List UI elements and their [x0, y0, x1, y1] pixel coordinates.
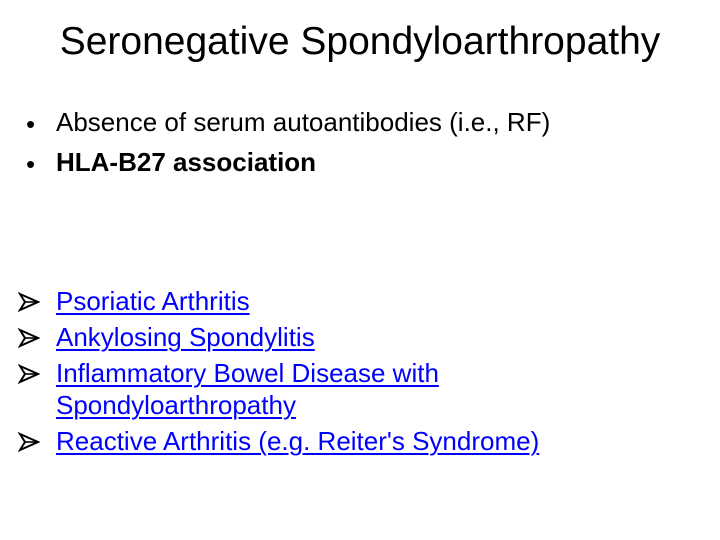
- bullet-text: Absence of serum autoantibodies (i.e., RF): [56, 107, 551, 137]
- link-item: [0, 423, 720, 459]
- link-list: [0, 283, 720, 459]
- link-psoriatic-arthritis[interactable]: Psoriatic Arthritis: [56, 286, 250, 316]
- arrow-bullet-icon: [18, 291, 40, 313]
- bullet-item: [0, 102, 720, 142]
- bullet-list: [0, 102, 720, 182]
- link-item: [0, 283, 720, 319]
- arrow-bullet-icon: [18, 327, 40, 349]
- bullet-dot-icon: •: [26, 149, 36, 179]
- link-item: [0, 319, 720, 355]
- bullet-item: [0, 142, 720, 182]
- link-reactive-arthritis[interactable]: Reactive Arthritis (e.g. Reiter's Syndrome): [56, 426, 540, 456]
- link-item: [0, 355, 720, 423]
- slide-title: Seronegative Spondyloarthropathy: [59, 20, 661, 63]
- link-ankylosing-spondylitis[interactable]: Ankylosing Spondylitis: [56, 322, 315, 352]
- bullet-text: HLA-B27 association: [56, 147, 317, 177]
- bullet-dot-icon: •: [26, 109, 36, 139]
- link-inflammatory-bowel-disease[interactable]: Inflammatory Bowel Disease with Spondyloarthropathy: [56, 358, 439, 420]
- arrow-bullet-icon: [18, 431, 40, 453]
- arrow-bullet-icon: [18, 363, 40, 385]
